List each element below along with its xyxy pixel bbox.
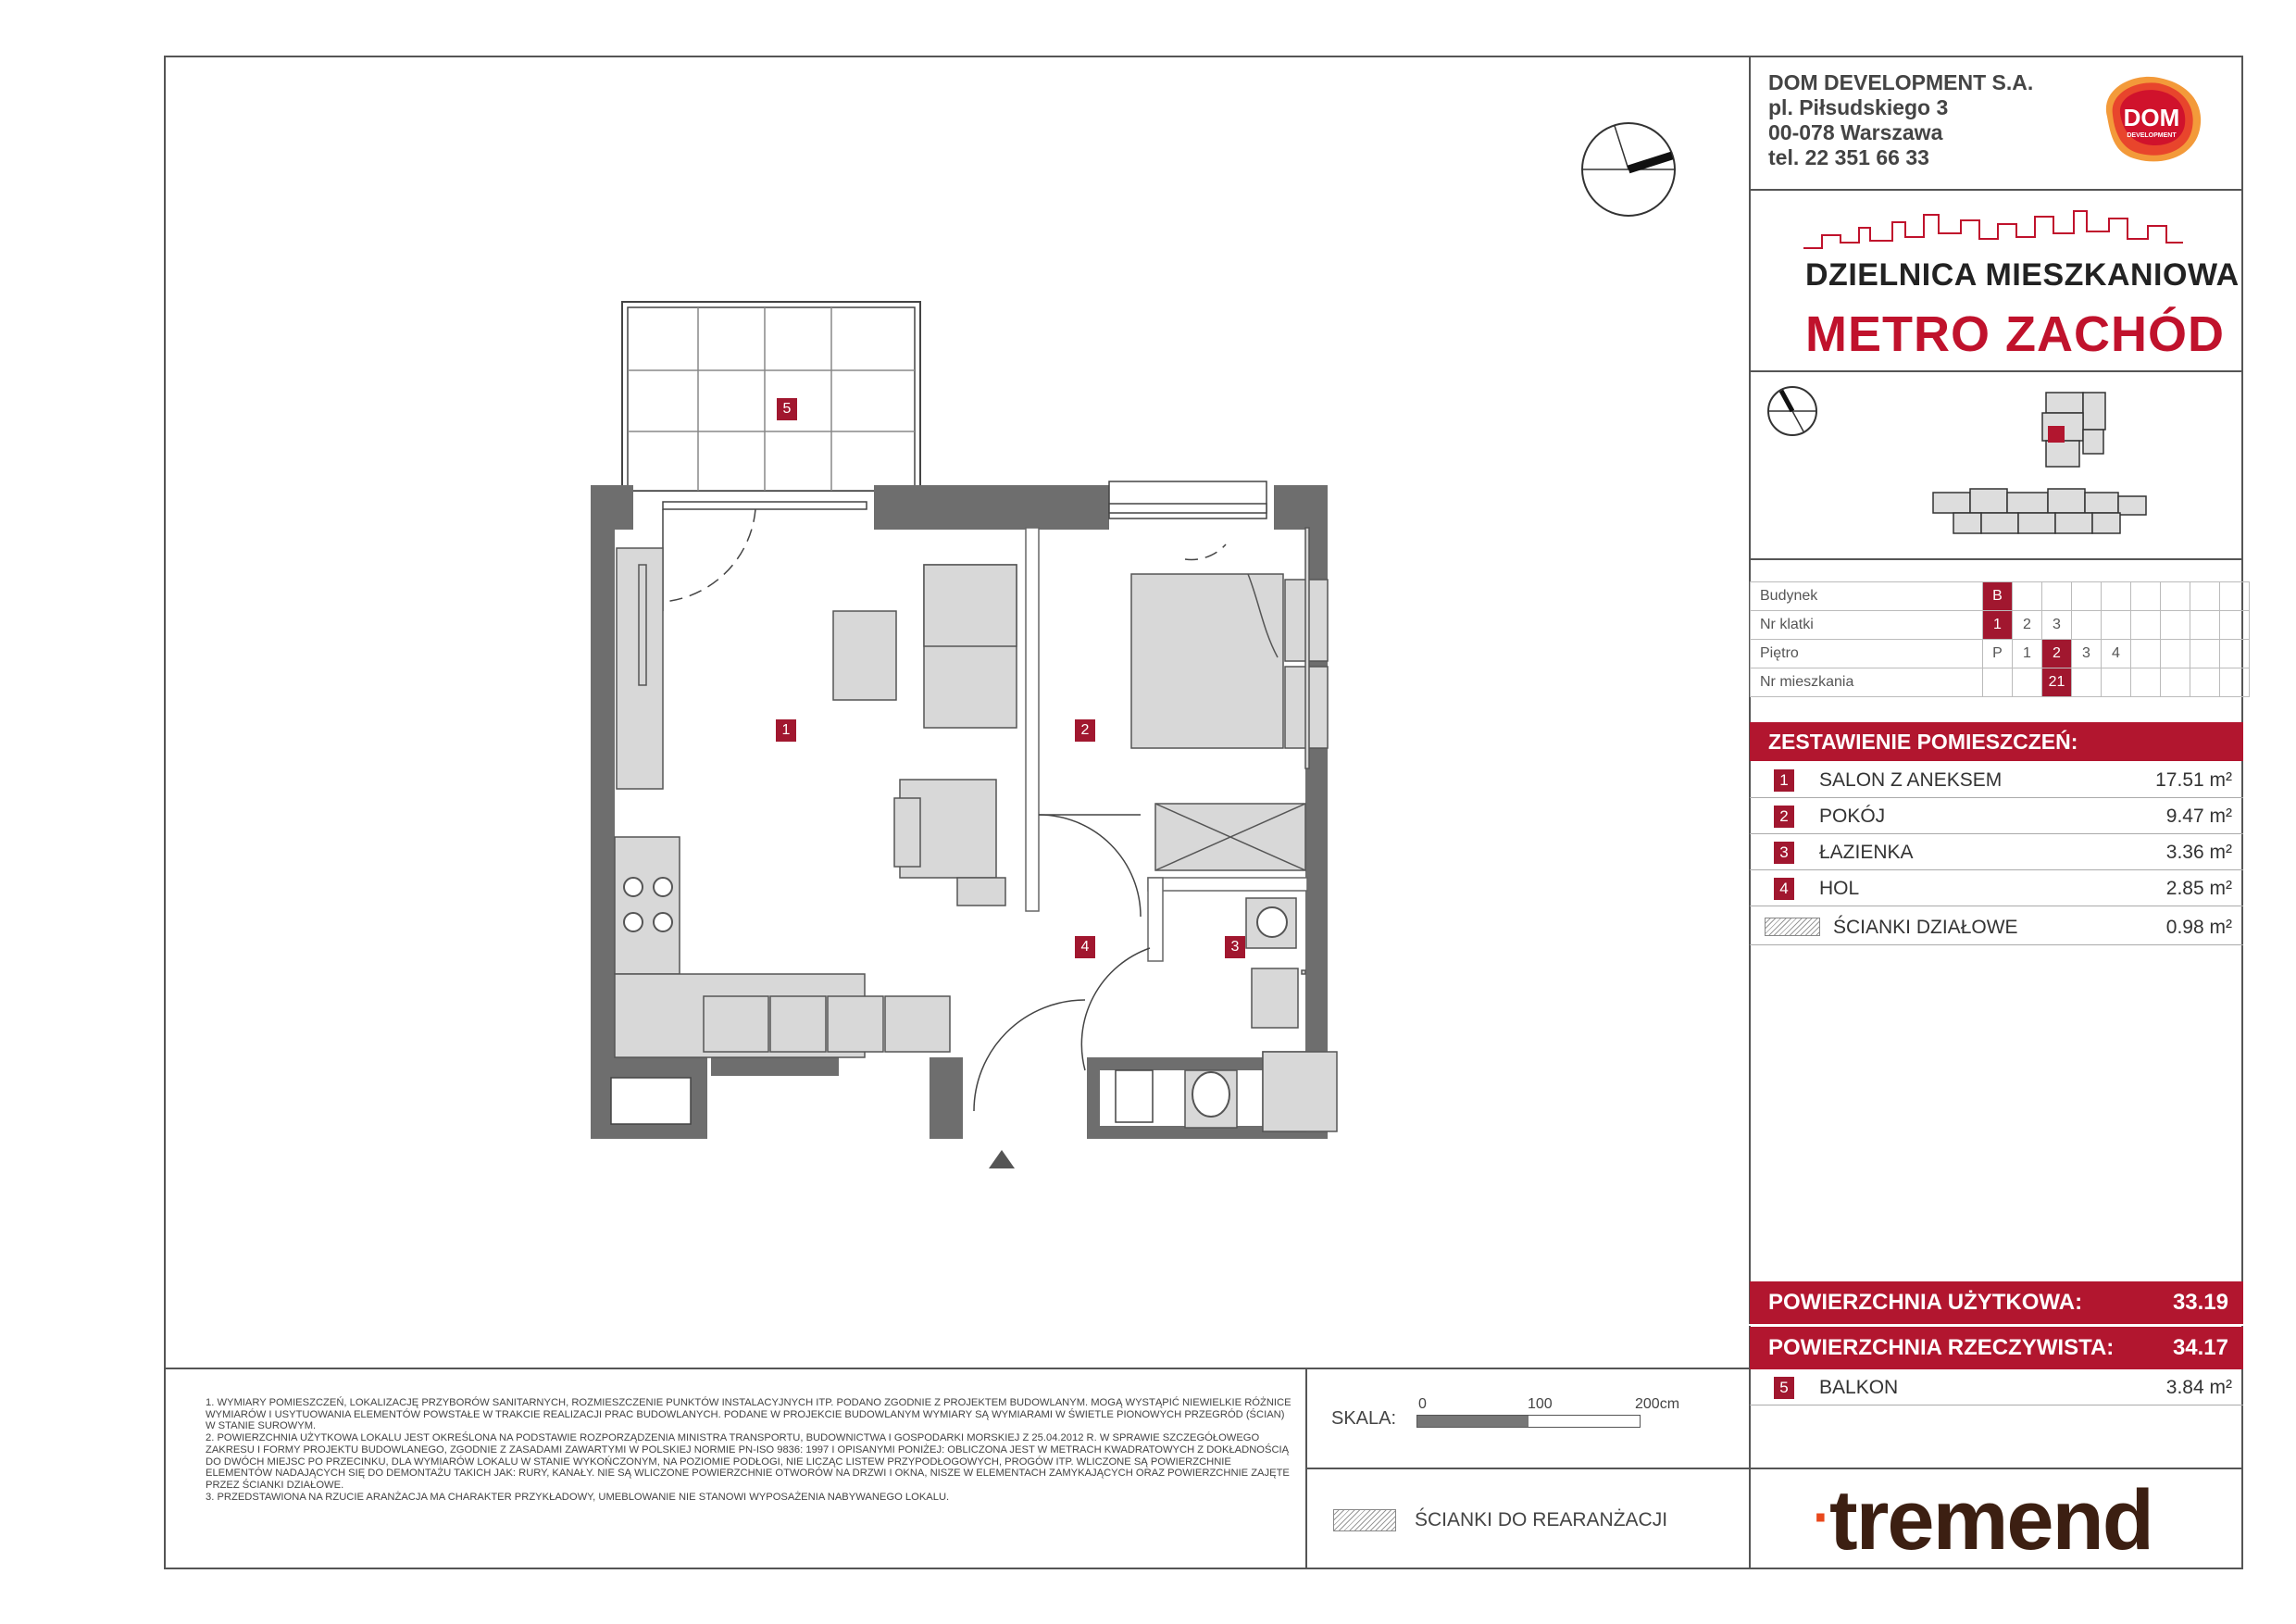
location-cell: 1 <box>1983 611 2013 640</box>
compass-small-icon <box>1765 383 1820 439</box>
real-area-label: POWIERZCHNIA RZECZYWISTA: <box>1768 1335 2115 1360</box>
building-key-plan <box>1926 389 2157 546</box>
scale-legend-divider <box>1305 1468 1750 1469</box>
company-phone: tel. 22 351 66 33 <box>1768 145 1929 169</box>
location-row-label: Budynek <box>1751 582 1983 611</box>
plan-room-4-label: 4 <box>1075 936 1095 958</box>
location-cell <box>2161 611 2190 640</box>
location-cell <box>2190 640 2220 668</box>
note-item: 3. PRZEDSTAWIONA NA RZUCIE ARANŻACJA MA CHARAKTER PRZYKŁADOWY, UMEBLOWANIE NIE STANOWI WYPOSAŻENIA NABYWANEGO LOKALU. <box>206 1491 950 1503</box>
project-name-line1: DZIELNICA MIESZKANIOWA <box>1805 257 2240 293</box>
location-cell: 2 <box>2013 611 2042 640</box>
room-row <box>1750 871 2243 906</box>
floor-plan <box>574 296 1389 1185</box>
rearrangement-hatch-swatch <box>1333 1509 1396 1531</box>
partition-row <box>1750 908 2243 945</box>
scale-bar <box>1416 1415 1641 1428</box>
location-cell <box>2102 668 2131 697</box>
location-cell <box>2220 582 2250 611</box>
rooms-header: ZESTAWIENIE POMIESZCZEŃ: <box>1750 722 2243 761</box>
room-area: 2.85 m² <box>2165 878 2232 899</box>
project-name-line2: METRO ZACHÓD <box>1805 306 2225 362</box>
sidebar-line-2 <box>1749 370 2243 372</box>
partition-area: 0.98 m² <box>2165 917 2232 938</box>
usable-area-row <box>1750 1281 2243 1324</box>
balcony-name: BALKON <box>1819 1377 1899 1398</box>
location-cell <box>2190 582 2220 611</box>
room-number: 1 <box>1774 769 1794 792</box>
room-name: POKÓJ <box>1819 806 1886 827</box>
room-name: HOL <box>1819 878 1860 899</box>
room-row <box>1750 835 2243 870</box>
sidebar-line-4 <box>1749 1468 2243 1469</box>
company-city: 00-078 Warszawa <box>1768 120 1943 144</box>
location-row <box>1751 582 2250 611</box>
note-item: 2. POWIERZCHNIA UŻYTKOWA LOKALU JEST OKREŚLONA NA PODSTAWIE ROZPORZĄDZENIA MINISTRA TRANSPORTU, BUDOWNICTWA I GOSPODARKI MORSKIEJ Z 25.04.2012 R. W SPRAWIE SZCZEGÓŁOWEGO ZAKRESU I FORMY PROJEKTU BUDOWLANEGO, ZGODNIE Z ZASADAMI ZAWARTYMI W POLSKIEJ NORMIE PN-ISO 9836: 1997 I OPISANYMI PONIŻEJ: OBLICZONA JEST W METRACH KWADRATOWYCH Z DOKŁADNOŚCIĄ DO DWÓCH MIEJSC PO PRZECINKU, DLA WYMIARÓW LOKALU W STANIE WYKOŃCZONYM, NA POZIOMIE PODŁOGI, NIE LICZĄC LISTEW PRZYPODŁOGOWYCH, PROGÓW ITP. WLICZONE SĄ POWIERZCHNIE ELEMENTÓW NADAJĄCYCH SIĘ DO DEMONTAŻU TAKICH JAK: RURY, KANAŁY. NIE SĄ WLICZONE POWIERZCHNIE OTWORÓW NA DRZWI I OKNA, NISZE W ELEMENTACH ZAMYKAJĄCYCH ORAZ POWIERZCHNIE ZAJĘTE PRZEZ ŚCIANKI DZIAŁOWE. <box>206 1432 1290 1491</box>
location-cell <box>2042 582 2072 611</box>
real-area-value: 34.17 <box>2172 1335 2228 1360</box>
furniture <box>615 528 1337 1131</box>
location-cell <box>2161 640 2190 668</box>
balcony-area <box>622 302 920 491</box>
location-row <box>1751 668 2250 697</box>
balcony-row <box>1750 1370 2243 1405</box>
location-cell <box>2102 582 2131 611</box>
partition-hatch-swatch <box>1765 918 1820 936</box>
location-cell <box>2072 582 2102 611</box>
location-cell <box>2161 668 2190 697</box>
company-address <box>1768 70 2033 170</box>
note-item: 1. WYMIARY POMIESZCZEŃ, LOKALIZACJĘ PRZYBORÓW SANITARNYCH, ROZMIESZCZENIE PUNKTÓW INSTALACYJNYCH ITP. PODANO ZGODNIE Z PROJEKTEM BUDOWLANYM. MOGĄ WYSTĄPIĆ NIEWIELKIE RÓŻNICE WYMIARÓW I USYTUOWANIA ELEMENTÓW POWSTAŁE W TRAKCIE REALIZACJI PRAC BUDOWLANYCH. PODANE W PROJEKCIE BUDOWLANYM WYMIARY SĄ WYMIARAMI W ŚWIETLE PIONOWYCH PRZEGRÓD (ŚCIAN) W STANIE SUROWYM. <box>206 1397 1292 1432</box>
notes <box>206 1397 1293 1503</box>
location-cell <box>2102 611 2131 640</box>
location-cell <box>2131 668 2161 697</box>
location-cell: B <box>1983 582 2013 611</box>
skyline-graphic <box>1803 206 2183 250</box>
location-row-label: Piętro <box>1751 640 1983 668</box>
sidebar-line-3 <box>1749 558 2243 560</box>
location-cell <box>2131 611 2161 640</box>
room-area: 17.51 m² <box>2155 769 2232 791</box>
location-cell <box>2131 640 2161 668</box>
tremend-text: tremend <box>1828 1473 2152 1568</box>
totals-divider <box>1749 1324 2243 1326</box>
location-cell <box>2220 668 2250 697</box>
location-cell <box>2131 582 2161 611</box>
usable-area-value: 33.19 <box>2172 1290 2228 1315</box>
room-area: 3.36 m² <box>2165 842 2232 863</box>
location-cell <box>2190 668 2220 697</box>
location-cell <box>2013 668 2042 697</box>
company-street: pl. Piłsudskiego 3 <box>1768 95 1949 119</box>
balcony-area: 3.84 m² <box>2165 1377 2232 1398</box>
location-row-label: Nr klatki <box>1751 611 1983 640</box>
room-name: ŁAZIENKA <box>1819 842 1914 863</box>
location-cell: 2 <box>2042 640 2072 668</box>
scale-tick-100: 100 <box>1528 1396 1553 1412</box>
location-cell: 3 <box>2072 640 2102 668</box>
location-cell <box>2220 611 2250 640</box>
plan-room-5-label: 5 <box>777 398 797 420</box>
room-row <box>1750 799 2243 834</box>
location-row <box>1751 640 2250 668</box>
company-name: DOM DEVELOPMENT S.A. <box>1768 70 2034 94</box>
usable-area-label: POWIERZCHNIA UŻYTKOWA: <box>1768 1290 2083 1315</box>
scale-label: SKALA: <box>1331 1408 1397 1429</box>
scale-bar-filled <box>1417 1416 1529 1427</box>
notes-divider <box>164 1368 1751 1369</box>
plan-room-2-label: 2 <box>1075 719 1095 742</box>
dom-development-logo <box>2096 70 2207 165</box>
location-cell: 1 <box>2013 640 2042 668</box>
logo-text-dom: DOM <box>2123 104 2180 131</box>
location-cell <box>1983 668 2013 697</box>
location-cell <box>2072 611 2102 640</box>
room-number: 2 <box>1774 806 1794 828</box>
room-row <box>1750 763 2243 798</box>
room-number: 4 <box>1774 878 1794 900</box>
rearrangement-label: ŚCIANKI DO REARANŻACJI <box>1415 1509 1668 1530</box>
room-area: 9.47 m² <box>2165 806 2232 827</box>
location-cell: P <box>1983 640 2013 668</box>
scale-tick-200: 200cm <box>1635 1396 1680 1412</box>
location-row <box>1751 611 2250 640</box>
location-cell: 21 <box>2042 668 2072 697</box>
scale-tick-0: 0 <box>1418 1396 1427 1412</box>
logo-text-development: DEVELOPMENT <box>2127 132 2177 139</box>
tremend-logo: ·tremend <box>1813 1473 2152 1568</box>
location-cell: 3 <box>2042 611 2072 640</box>
location-cell <box>2072 668 2102 697</box>
partition-name: ŚCIANKI DZIAŁOWE <box>1833 917 2018 938</box>
plan-room-3-label: 3 <box>1225 936 1245 958</box>
location-row-label: Nr mieszkania <box>1751 668 1983 697</box>
plan-room-1-label: 1 <box>776 719 796 742</box>
real-area-row <box>1750 1327 2243 1369</box>
compass-icon <box>1578 119 1679 220</box>
room-number: 3 <box>1774 842 1794 864</box>
location-table <box>1750 581 2250 697</box>
location-cell <box>2161 582 2190 611</box>
balcony-num: 5 <box>1774 1377 1794 1399</box>
location-cell <box>2013 582 2042 611</box>
location-cell <box>2220 640 2250 668</box>
location-cell: 4 <box>2102 640 2131 668</box>
room-name: SALON Z ANEKSEM <box>1819 769 2003 791</box>
sidebar-line-1 <box>1749 189 2243 191</box>
location-cell <box>2190 611 2220 640</box>
